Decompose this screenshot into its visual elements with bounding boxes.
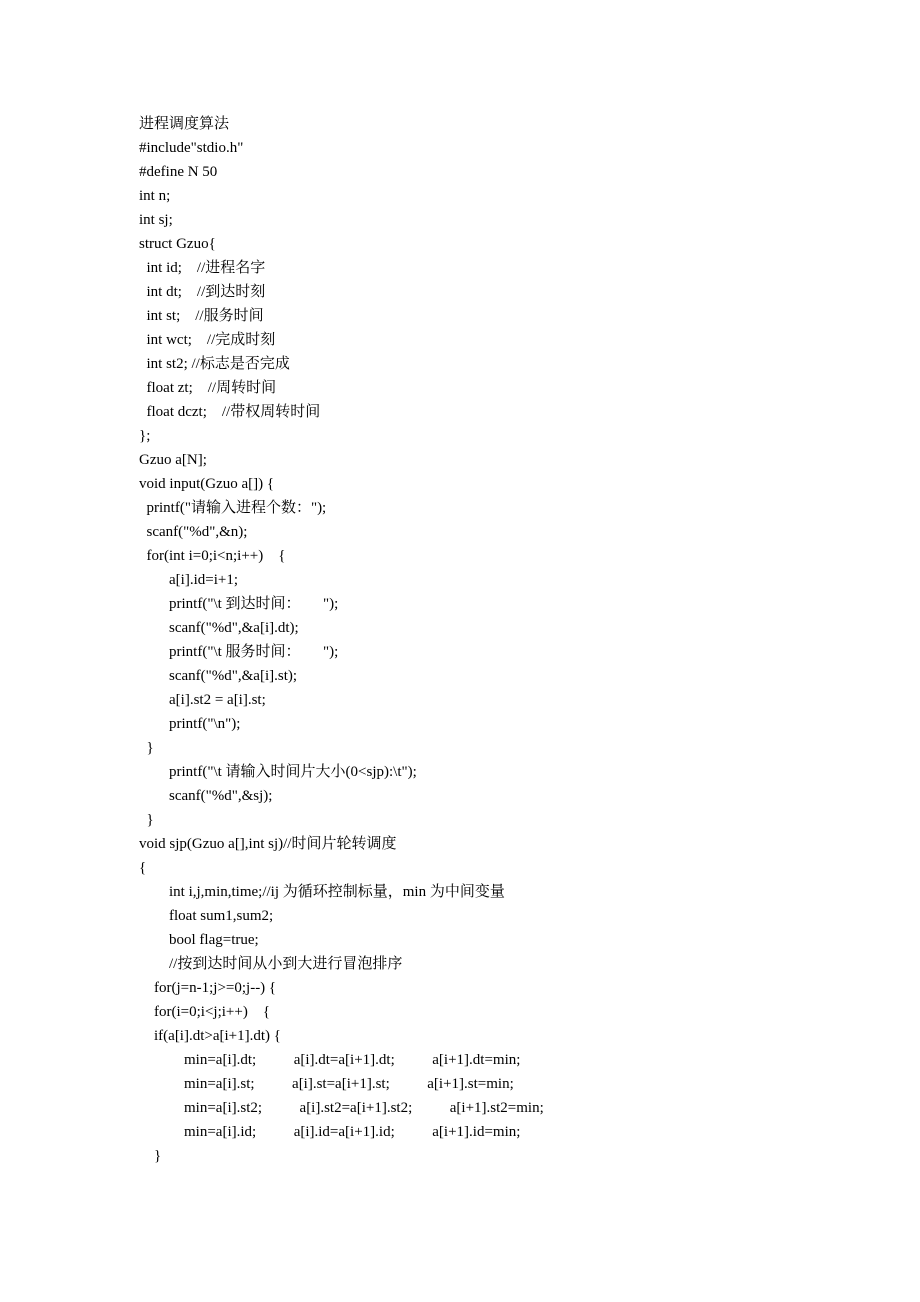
code-line: for(i=0;i<j;i++) { (139, 1004, 271, 1020)
code-line: printf("\t 请输入时间片大小(0<sjp):\t"); (139, 764, 417, 780)
code-line: }; (139, 428, 151, 444)
code-line: #define N 50 (139, 164, 218, 180)
code-line: min=a[i].id; a[i].id=a[i+1].id; a[i+1].id=min; (139, 1124, 521, 1140)
code-line: Gzuo a[N]; (139, 452, 207, 468)
code-line: for(int i=0;i<n;i++) { (139, 548, 286, 564)
code-line: //按到达时间从小到大进行冒泡排序 (139, 956, 403, 972)
code-line: scanf("%d",&a[i].st); (139, 668, 298, 684)
code-line: min=a[i].st; a[i].st=a[i+1].st; a[i+1].st=min; (139, 1076, 514, 1092)
code-line: a[i].st2 = a[i].st; (139, 692, 266, 708)
code-line: int dt; //到达时刻 (139, 284, 266, 300)
code-line: #include"stdio.h" (139, 140, 244, 156)
code-line: int sj; (139, 212, 173, 228)
code-line: struct Gzuo{ (139, 236, 216, 252)
code-line: scanf("%d",&a[i].dt); (139, 620, 299, 636)
code-line: int id; //进程名字 (139, 260, 266, 276)
code-line: } (139, 1148, 162, 1164)
code-line: { (139, 860, 147, 876)
code-line: if(a[i].dt>a[i+1].dt) { (139, 1028, 281, 1044)
code-line: float sum1,sum2; (139, 908, 274, 924)
code-line: min=a[i].st2; a[i].st2=a[i+1].st2; a[i+1].st2=min; (139, 1100, 544, 1116)
code-line: } (139, 740, 154, 756)
code-line: for(j=n-1;j>=0;j--) { (139, 980, 277, 996)
code-line: void input(Gzuo a[]) { (139, 476, 275, 492)
code-line: void sjp(Gzuo a[],int sj)//时间片轮转调度 (139, 836, 397, 852)
code-line: printf("\t 服务时间： "); (139, 644, 339, 660)
code-line: float dczt; //带权周转时间 (139, 404, 321, 420)
code-line: float zt; //周转时间 (139, 380, 277, 396)
document-title: 进程调度算法 (139, 116, 230, 132)
code-line: int wct; //完成时刻 (139, 332, 276, 348)
code-line: printf("请输入进程个数："); (139, 500, 327, 516)
code-line: printf("\n"); (139, 716, 241, 732)
code-line: } (139, 812, 154, 828)
code-listing (139, 112, 839, 1168)
code-line: int n; (139, 188, 171, 204)
code-line: int i,j,min,time;//ij 为循环控制标量，min 为中间变量 (139, 884, 505, 900)
code-line: int st; //服务时间 (139, 308, 264, 324)
code-line: printf("\t 到达时间： "); (139, 596, 339, 612)
code-line: a[i].id=i+1; (139, 572, 238, 588)
code-line: bool flag=true; (139, 932, 259, 948)
code-line: scanf("%d",&sj); (139, 788, 273, 804)
code-line: int st2; //标志是否完成 (139, 356, 290, 372)
code-line: min=a[i].dt; a[i].dt=a[i+1].dt; a[i+1].dt=min; (139, 1052, 521, 1068)
code-line: scanf("%d",&n); (139, 524, 248, 540)
